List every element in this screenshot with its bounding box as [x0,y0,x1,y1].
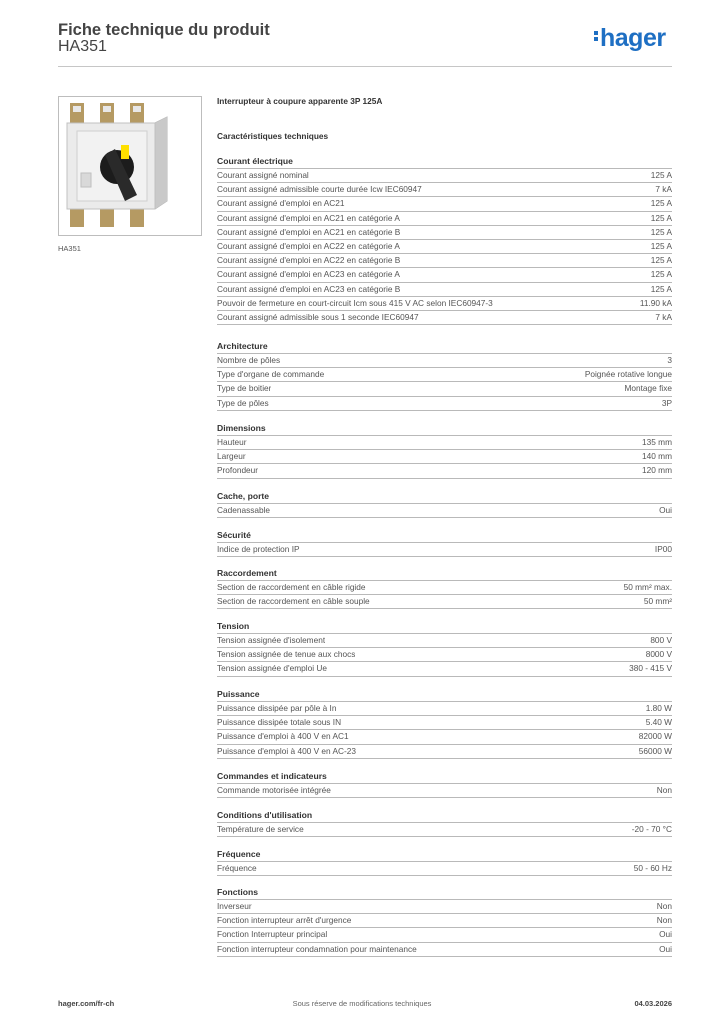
spec-label: Indice de protection IP [217,544,300,554]
spec-value: 3P [661,397,672,408]
spec-row [217,310,672,325]
spec-label: Section de raccordement en câble souple [217,596,370,607]
section-conditions-utilisation [217,808,672,837]
characteristics-heading: Caractéristiques techniques [217,131,329,141]
spec-label: Fonction interrupteur arrêt d'urgence [217,915,352,926]
spec-label: Tension assignée d'emploi Ue [217,663,327,674]
spec-value: 125 A [650,255,672,266]
spec-value: 82000 W [638,731,672,742]
spec-label: Largeur [217,451,246,462]
spec-value: 135 mm [642,437,672,447]
spec-label: Type de pôles [217,397,269,408]
spec-label: Puissance d'emploi à 400 V en AC1 [217,731,349,742]
switch-disconnector-illustration [59,97,201,235]
spec-value: 125 A [650,269,672,280]
spec-value: 7 kA [655,184,672,195]
spec-label: Type d'organe de commande [217,369,325,380]
spec-value: 11.90 kA [639,297,672,308]
spec-label: Cadenassable [217,505,271,515]
footer-website-link[interactable]: hager.com/fr-ch [58,999,115,1008]
spec-label: Commande motorisée intégrée [217,785,331,795]
spec-label: Courant assigné admissible sous 1 seconde IEC60947 [217,311,419,322]
spec-row [217,861,672,876]
spec-row [217,594,672,609]
spec-value: Non [656,785,672,795]
section-fonctions [217,885,672,957]
spec-value: Oui [659,943,672,954]
spec-label: Courant assigné d'emploi en AC22 en catégorie A [217,240,400,251]
spec-value: 800 V [650,635,672,645]
spec-row [217,367,672,381]
spec-value: 125 A [650,212,672,223]
spec-label: Fonction interrupteur condamnation pour maintenance [217,943,417,954]
hager-logo[interactable] [594,26,666,51]
spec-label: Puissance dissipée par pôle à In [217,703,337,713]
footer-notice: Sous réserve de modifications techniques [292,999,432,1008]
header-divider [58,66,672,67]
spec-row [217,927,672,941]
section-title: Courant électrique [217,156,293,166]
spec-row [217,353,672,367]
spec-label: Courant assigné d'emploi en AC21 en catégorie A [217,212,400,223]
spec-label: Puissance dissipée totale sous IN [217,717,342,728]
spec-row [217,225,672,239]
spec-value: 125 A [650,198,672,209]
spec-value: 50 mm² [643,596,672,607]
section-dimensions [217,421,672,479]
section-title: Architecture [217,341,268,351]
product-image [58,96,202,236]
spec-value: Oui [659,929,672,940]
spec-row [217,435,672,449]
spec-row [217,715,672,729]
spec-label: Type de boitier [217,383,272,394]
spec-value: 3 [667,355,672,365]
spec-label: Pouvoir de fermeture en court-circuit Icm sous 415 V AC selon IEC60947-3 [217,297,493,308]
spec-row [217,463,672,478]
spec-value: 125 A [650,240,672,251]
spec-value: Montage fixe [624,383,672,394]
spec-row [217,701,672,715]
image-caption: HA351 [58,244,81,253]
spec-value: 5.40 W [645,717,672,728]
spec-label: Tension assignée de tenue aux chocs [217,649,356,660]
spec-value: 125 A [650,283,672,294]
section-raccordement [217,566,672,609]
section-title: Tension [217,621,250,631]
spec-label: Courant assigné d'emploi en AC21 en catégorie B [217,226,401,237]
section-courant-electrique [217,154,672,325]
section-commandes-indicateurs [217,769,672,798]
spec-label: Courant assigné admissible courte durée Icw IEC60947 [217,184,422,195]
spec-value: 7 kA [655,311,672,322]
spec-label: Profondeur [217,465,259,476]
spec-value: 125 A [650,170,672,180]
spec-value: 8000 V [645,649,672,660]
spec-label: Section de raccordement en câble rigide [217,582,366,592]
spec-value: 50 mm² max. [623,582,672,592]
spec-row [217,182,672,196]
spec-row [217,396,672,411]
logo-text: hager [600,24,666,52]
spec-value: 56000 W [638,745,672,756]
section-title: Puissance [217,689,260,699]
section-tension [217,619,672,677]
spec-row [217,253,672,267]
section-frequence [217,847,672,876]
spec-value: 120 mm [642,465,672,476]
section-securite [217,528,672,557]
section-architecture [217,339,672,411]
spec-value: Non [656,901,672,911]
spec-value: 125 A [650,226,672,237]
spec-label: Puissance d'emploi à 400 V en AC-23 [217,745,357,756]
spec-value: 50 - 60 Hz [633,863,672,873]
section-title: Raccordement [217,568,277,578]
spec-row [217,381,672,395]
logo-dots-icon [594,29,599,43]
spec-value: 140 mm [642,451,672,462]
footer-date: 04.03.2026 [634,999,672,1008]
spec-label: Courant assigné d'emploi en AC22 en catégorie B [217,255,401,266]
spec-row [217,503,672,518]
section-cache-porte [217,489,672,518]
spec-label: Fonction Interrupteur principal [217,929,328,940]
section-title: Sécurité [217,530,251,540]
spec-row [217,899,672,913]
spec-row [217,239,672,253]
spec-value: IP00 [654,544,672,554]
spec-label: Nombre de pôles [217,355,281,365]
section-title: Commandes et indicateurs [217,771,327,781]
spec-row [217,913,672,927]
spec-row [217,822,672,837]
spec-value: 380 - 415 V [629,663,672,674]
spec-row [217,449,672,463]
section-title: Dimensions [217,423,266,433]
product-name: Interrupteur à coupure apparente 3P 125A [217,96,383,106]
spec-value: 1.80 W [645,703,672,713]
spec-row [217,168,672,182]
product-reference: HA351 [58,38,107,55]
spec-row [217,783,672,798]
section-title: Fonctions [217,887,259,897]
spec-label: Courant assigné nominal [217,170,309,180]
spec-row [217,542,672,557]
spec-row [217,267,672,281]
spec-row [217,580,672,594]
spec-row [217,633,672,647]
spec-row [217,661,672,676]
spec-label: Température de service [217,824,304,834]
spec-value: Poignée rotative longue [584,369,672,380]
spec-row [217,744,672,759]
spec-row [217,196,672,210]
spec-value: -20 - 70 °C [631,824,672,834]
section-title: Fréquence [217,849,261,859]
page-title: Fiche technique du produit [58,21,270,39]
spec-row [217,282,672,296]
spec-label: Courant assigné d'emploi en AC21 [217,198,345,209]
spec-row [217,942,672,957]
section-title: Cache, porte [217,491,270,501]
spec-row [217,296,672,310]
spec-label: Courant assigné d'emploi en AC23 en catégorie B [217,283,401,294]
section-puissance [217,687,672,759]
spec-value: Oui [659,505,672,515]
spec-label: Inverseur [217,901,252,911]
spec-row [217,211,672,225]
spec-label: Fréquence [217,863,257,873]
spec-row [217,647,672,661]
section-title: Conditions d'utilisation [217,810,313,820]
spec-label: Hauteur [217,437,247,447]
spec-row [217,729,672,743]
spec-label: Courant assigné d'emploi en AC23 en catégorie A [217,269,400,280]
spec-label: Tension assignée d'isolement [217,635,326,645]
spec-value: Non [656,915,672,926]
